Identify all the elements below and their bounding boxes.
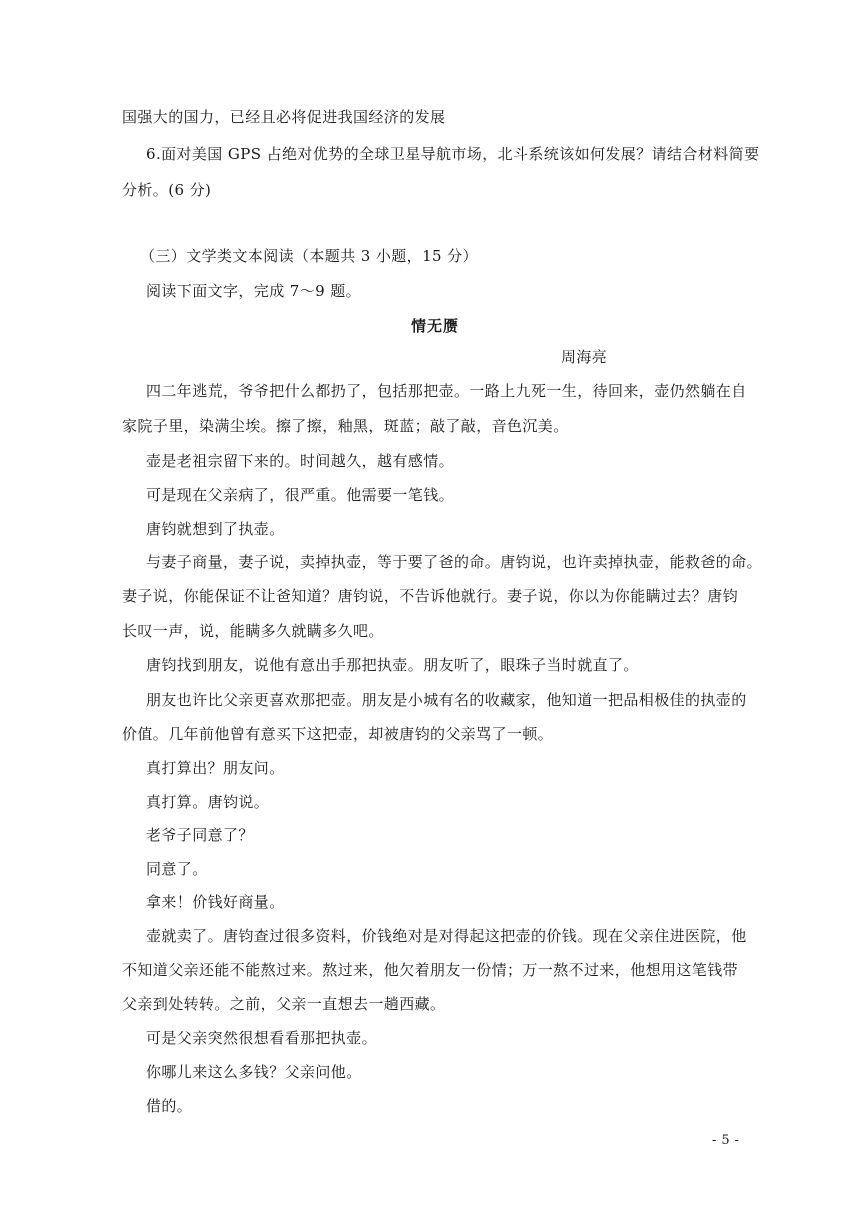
story-line: 唐钧找到朋友，说他有意出手那把执壶。朋友听了，眼珠子当时就直了。 [146,656,639,674]
story-line: 与妻子商量，妻子说，卖掉执壶，等于要了爸的命。唐钧说，也许卖掉执壶，能救爸的命。 [146,553,763,571]
story-line: 妻子说，你能保证不让爸知道？唐钧说，不告诉他就行。妻子说，你以为你能瞒过去？唐钧 [122,587,739,605]
story-line: 价值。几年前他曾有意买下这把壶，却被唐钧的父亲骂了一顿。 [122,725,554,743]
story-title: 情无赝 [411,317,460,335]
story-line: 壶就卖了。唐钧查过很多资料，价钱绝对是对得起这把壶的价钱。现在父亲住进医院，他 [146,927,747,945]
continuation-line: 国强大的国力，已经且必将促进我国经济的发展 [122,108,446,126]
story-line: 真打算。唐钧说。 [146,793,270,811]
story-line: 唐钧就想到了执壶。 [146,520,285,538]
story-author: 周海亮 [561,348,608,366]
story-line: 壶是老祖宗留下来的。时间越久，越有感情。 [146,452,455,470]
story-line: 可是现在父亲病了，很严重。他需要一笔钱。 [146,486,455,504]
page-number: - 5 - [712,1133,740,1148]
story-line: 四二年逃荒，爷爷把什么都扔了，包括那把壶。一路上九死一生，待回来，壶仍然躺在自 [146,382,747,400]
story-line: 你哪儿来这么多钱？父亲问他。 [146,1063,362,1081]
story-line: 老爷子同意了？ [146,826,254,844]
story-line: 借的。 [146,1097,193,1115]
question-6-line-1: 6.面对美国 GPS 占绝对优势的全球卫星导航市场，北斗系统该如何发展？请结合材料简要 [146,145,760,163]
story-line: 真打算出？朋友问。 [146,759,285,777]
story-line: 家院子里，染满尘埃。擦了擦，釉黑，斑蓝；敲了敲，音色沉美。 [122,417,569,435]
story-line: 朋友也许比父亲更喜欢那把壶。朋友是小城有名的收藏家，他知道一把品相极佳的执壶的 [146,691,747,709]
story-line: 同意了。 [146,860,208,878]
story-line: 父亲到处转转。之前，父亲一直想去一趟西藏。 [122,995,446,1013]
section-heading: （三）文学类文本阅读（本题共 3 小题，15 分） [140,247,478,265]
question-6-line-2: 分析。(6 分) [122,181,212,199]
story-line: 不知道父亲还能不能熬过来。熬过来，他欠着朋友一份情；万一熬不过来，他想用这笔钱带 [122,961,739,979]
reading-instruction: 阅读下面文字，完成 7～9 题。 [146,282,362,300]
story-line: 长叹一声，说，能瞒多久就瞒多久吧。 [122,622,384,640]
story-line: 拿来！价钱好商量。 [146,893,285,911]
story-line: 可是父亲突然很想看看那把执壶。 [146,1029,378,1047]
